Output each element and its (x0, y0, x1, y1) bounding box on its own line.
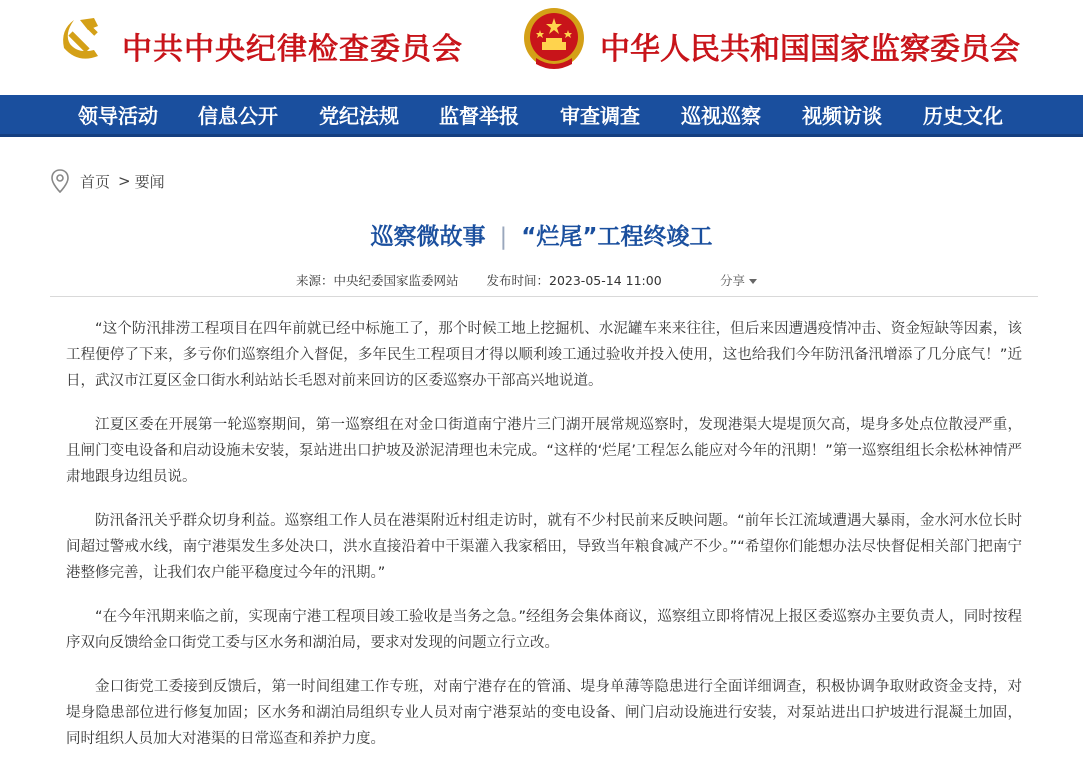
share-button[interactable] (720, 271, 757, 289)
breadcrumb-current[interactable]: 要闻 (134, 172, 165, 191)
nav-item-supervision[interactable]: 监督举报 (439, 104, 519, 128)
nav-item-video[interactable]: 视频访谈 (802, 104, 882, 128)
nav-item-investigation[interactable]: 审查调查 (560, 104, 640, 128)
article-paragraph: 防汛备汛关乎群众切身利益。巡察组工作人员在港渠附近村组走访时，就有不少村民前来反映问题。“前年长江流域遭遇大暴雨，金水河水位长时间超过警戒水线，南宁港渠发生多处决口，洪水直接沿着中干渠灌入我家稻田，导致当年粮食减产不少。”“希望你们能想办法尽快督促相关部门把南宁港整修完善，让我们农户能平稳度过今年的汛期。” (66, 513, 1022, 581)
article-publish-time: 发布时间：2023-05-14 11:00 (486, 273, 662, 288)
article-paragraph: 江夏区委在开展第一轮巡察期间，第一巡察组在对金口街道南宁港片三门湖开展常规巡察时，发现港渠大堤堤顶欠高，堤身多处点位散浸严重，且闸门变电设备和启动设施未安装，泵站进出口护坡及淤泥清理也未完成。“这样的‘烂尾’工程怎么能应对今年的汛期！”第一巡察组组长余松林神情严肃地跟身边组员说。 (66, 417, 1022, 485)
location-pin-icon (50, 169, 70, 193)
breadcrumb-separator: > (118, 172, 131, 190)
article-paragraph: “在今年汛期来临之前，实现南宁港工程项目竣工验收是当务之急。”经组务会集体商议，巡察组立即将情况上报区委巡察办主要负责人，同时按程序双向反馈给金口街党工委与区水务和湖泊局，要求对发现的问题立行立改。 (66, 609, 1022, 651)
site-header (0, 0, 1083, 95)
nav-item-disclosure[interactable]: 信息公开 (198, 104, 278, 128)
breadcrumb (50, 168, 165, 194)
article-paragraph: 金口街党工委接到反馈后，第一时间组建工作专班，对南宁港存在的管涌、堤身单薄等隐患进行全面详细调查，积极协调争取财政资金支持，对堤身隐患部位进行修复加固；区水务和湖泊局组织专业人员对南宁港泵站的变电设备、闸门启动设施进行安装，对泵站进出口护坡进行混凝土加固，同时组织人员加大对港渠的日常巡查和养护力度。 (66, 679, 1022, 747)
article-paragraph: “这个防汛排涝工程项目在四年前就已经中标施工了，那个时候工地上挖掘机、水泥罐车来来往往，但后来因遭遇疫情冲击、资金短缺等因素，该工程便停了下来，多亏你们巡察组介入督促，多年民生工程项目才得以顺利竣工通过验收并投入使用，这也给我们今年防汛备汛增添了几分底气！”近日，武汉市江夏区金口街水利站站长毛恩对前来回访的区委巡察办干部高兴地说道。 (66, 321, 1022, 389)
article-title-separator: | (499, 224, 508, 250)
nav-item-inspection[interactable]: 巡视巡察 (681, 104, 761, 128)
share-label: 分享 (720, 273, 746, 288)
chevron-down-icon (749, 279, 757, 284)
ccdi-title[interactable]: 中共中央纪律检查委员会 (122, 32, 463, 67)
article-title (0, 218, 1083, 251)
article-body (66, 316, 1022, 770)
article-meta (296, 271, 686, 289)
article-title-column: 巡察微故事 (370, 224, 486, 250)
nsc-title[interactable]: 中华人民共和国国家监察委员会 (600, 32, 1020, 67)
nav-item-history[interactable]: 历史文化 (923, 104, 1003, 128)
article-source: 来源：中央纪委国家监委网站 (296, 273, 459, 288)
breadcrumb-home[interactable]: 首页 (80, 172, 111, 191)
meta-divider (50, 296, 1038, 297)
party-emblem-icon (50, 8, 112, 70)
article-title-headline: “烂尾”工程终竣工 (521, 224, 713, 250)
nav-item-regulations[interactable]: 党纪法规 (319, 104, 399, 128)
nav-item-leadership[interactable]: 领导活动 (78, 104, 158, 128)
state-emblem-icon (522, 6, 586, 72)
main-nav (0, 95, 1083, 137)
